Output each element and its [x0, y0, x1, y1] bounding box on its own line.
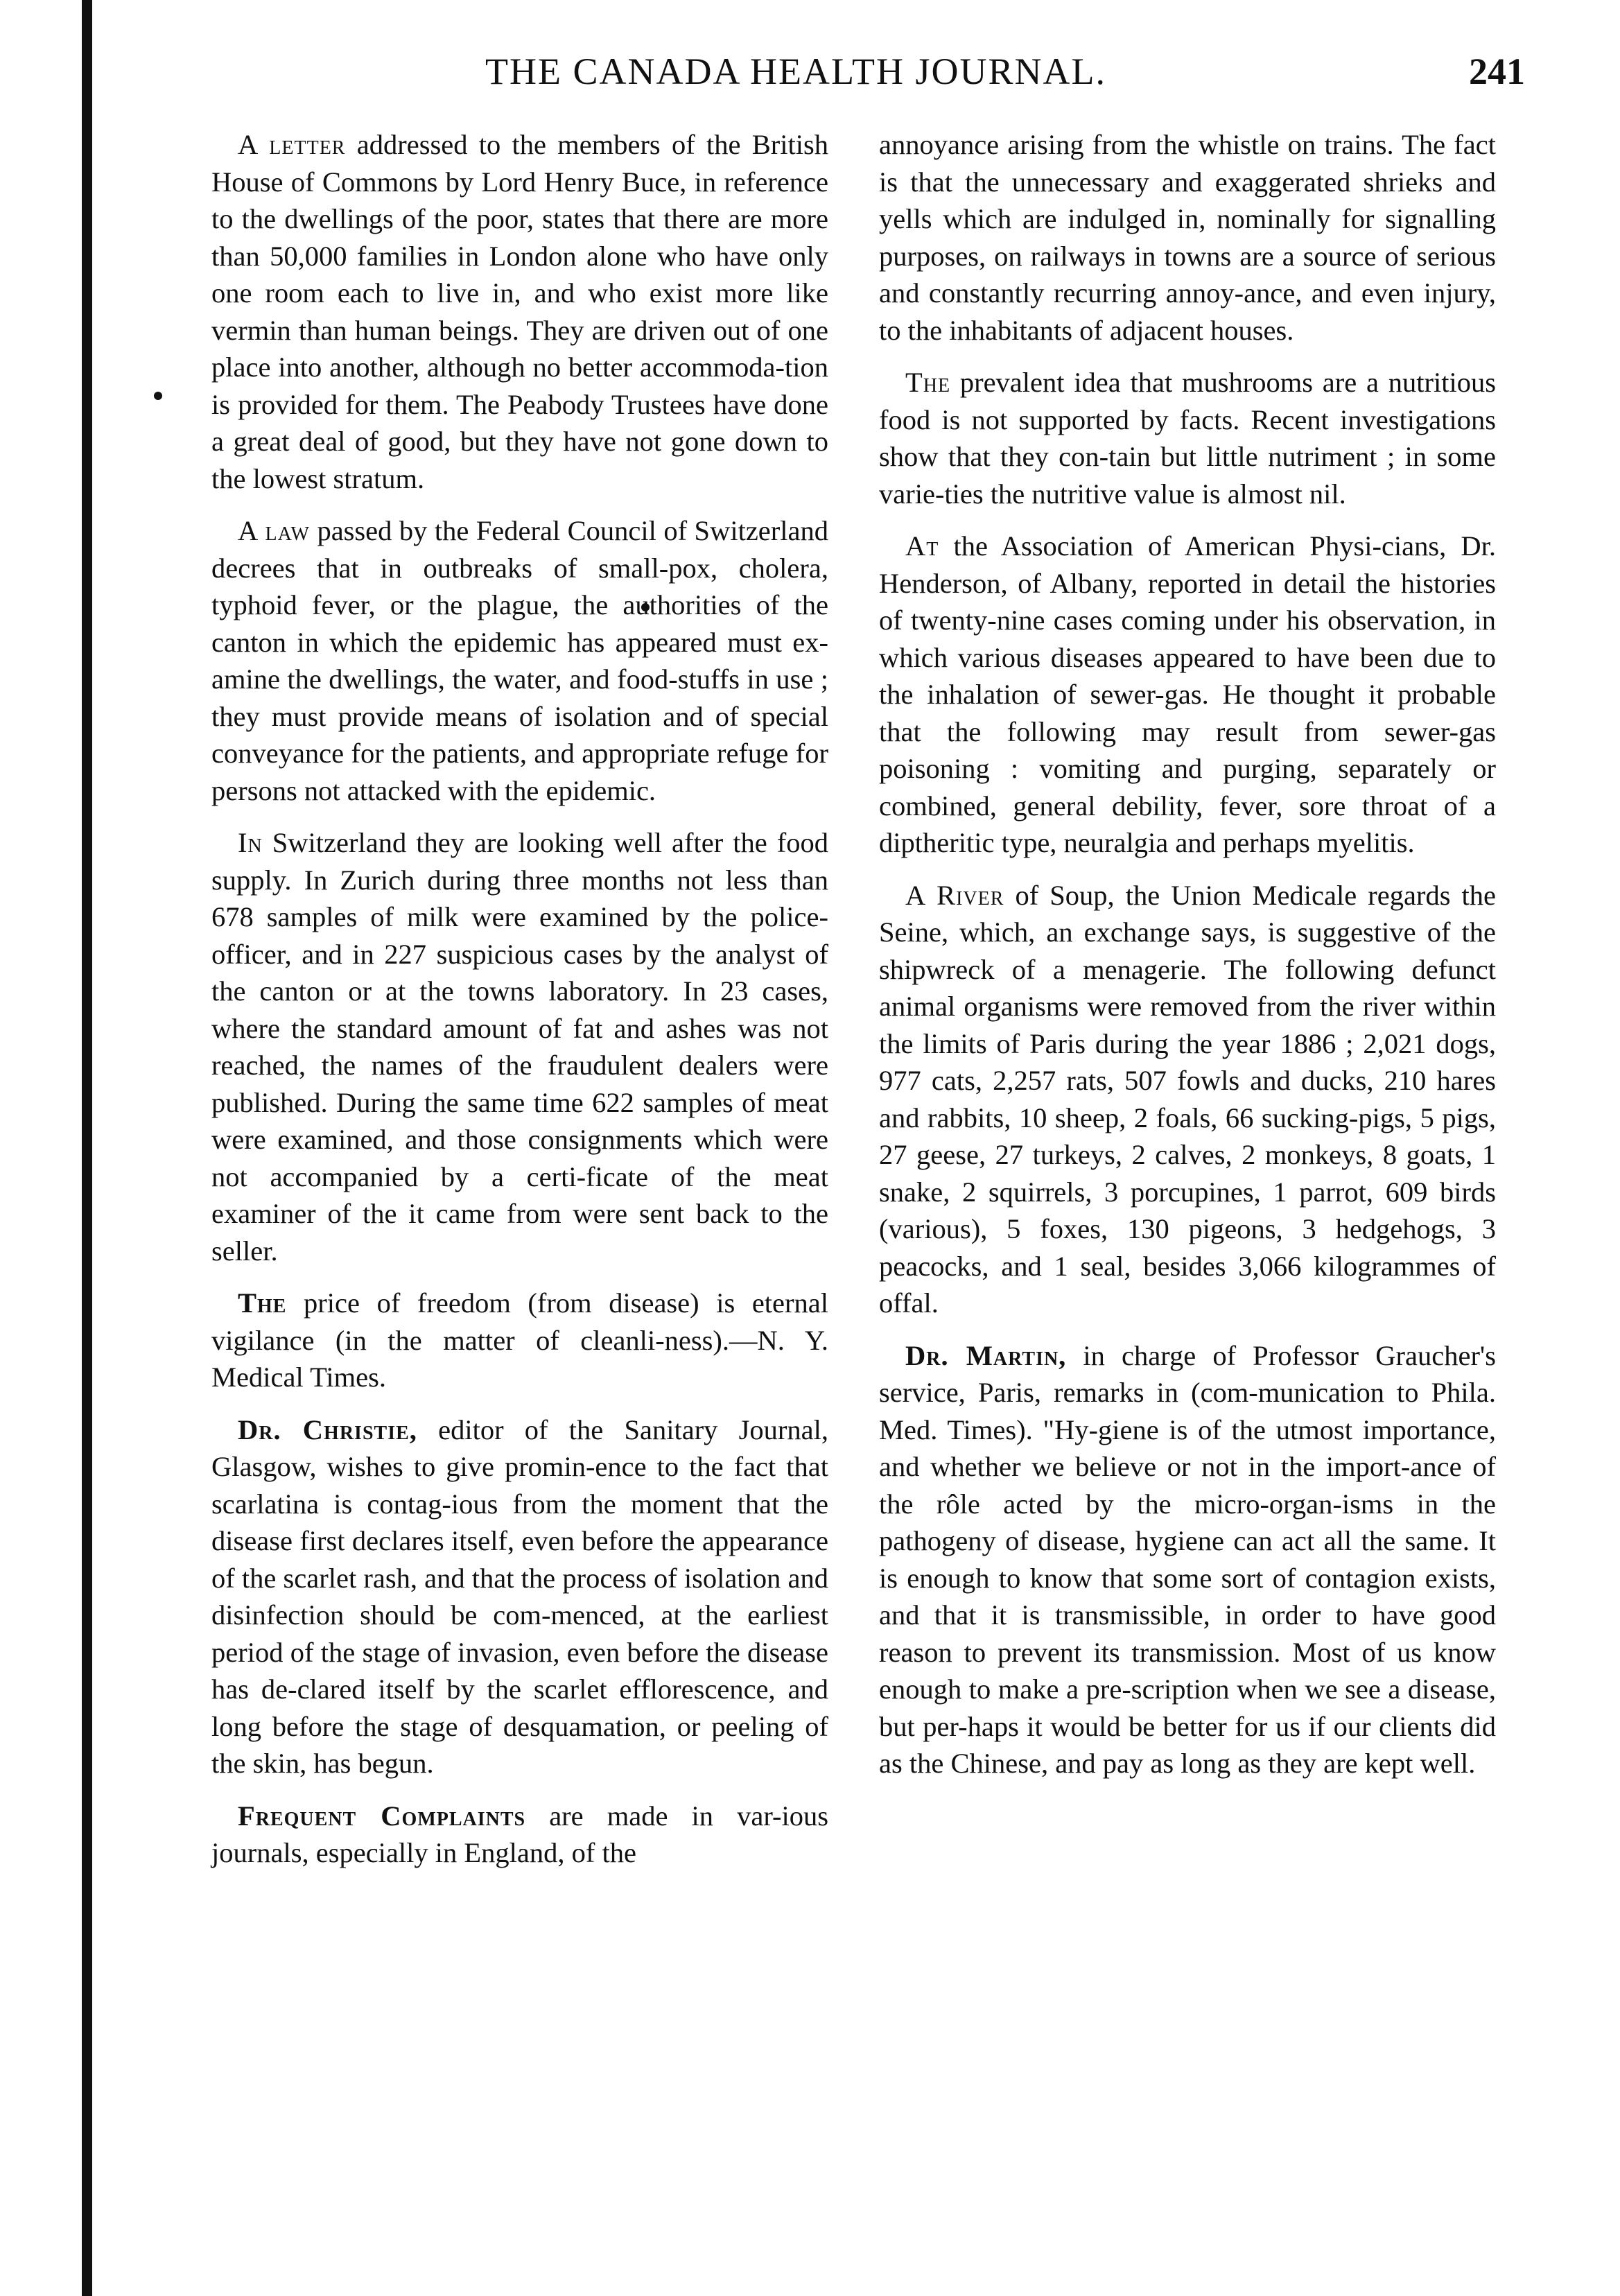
paragraph-text: annoyance arising from the whistle on trains. The fact is that the unnecessary and exaggerated shrieks and yells which are indulged in, nominally for signalling purposes, on railways in towns are a source of serious and constantly recurring annoy-ance, and even injury, to the inhabitants of adjacent houses.	[879, 129, 1496, 346]
paragraph-switzerland	[211, 824, 828, 1269]
paragraph-text: in charge of Professor Graucher's service, Paris, remarks in (com-munication to Phila. Med. Times). "Hy-giene is of the utmost importance, and whether we believe or not in the import-ance of the rôle acted by the micro-organ-isms in the pathogeny of disease, hygiene can act all the same. It is enough to know that some sort of contagion exists, and that it is transmissible, in order to have good reason to prevent its transmission. Most of us know enough to make a pre-scription when we see a disease, but per-haps it would be better for us if our clients did as the Chinese, and pay as long as they are kept well.	[879, 1339, 1496, 1779]
paragraph-text: of Soup, the Union Medicale regards the Seine, which, an exchange says, is suggestive of the shipwreck of a menagerie. The following defunct animal organisms were removed from the river within the limits of Paris during the year 1886 ; 2,021 dogs, 977 cats, 2,257 rats, 507 fowls and ducks, 210 hares and rabbits, 10 sheep, 2 foals, 66 sucking-pigs, 5 pigs, 27 geese, 27 turkeys, 2 calves, 2 monkeys, 8 goats, 1 snake, 2 squirrels, 3 porcupines, 1 parrot, 609 birds (various), 5 foxes, 130 pigeons, 3 hedgehogs, 3 peacocks, and 1 seal, besides 3,066 kilogrammes of offal.	[879, 879, 1496, 1319]
paragraph-lead: Frequent Complaints	[238, 1800, 526, 1832]
paragraph-lead: The	[238, 1287, 287, 1319]
paragraph-lead: A law	[238, 515, 310, 546]
right-column	[879, 126, 1496, 2268]
stray-dot-mark	[154, 392, 162, 400]
paragraph-lead: A River	[905, 879, 1004, 911]
paragraph-sewer-gas	[879, 528, 1496, 862]
page-header	[485, 50, 1525, 112]
paragraph-text: Switzerland they are looking well after the food supply. In Zurich during three months not less than 678 samples of milk were examined by the police-officer, and in 227 suspicious cases by the analyst of the canton or at the towns laboratory. In 23 cases, where the standard amount of fat and ashes was not reached, the names of the fraudulent dealers were published. During the same time 622 samples of meat were examined, and those consignments which were not accompanied by a certi-ficate of the meat examiner of the it came from were sent back to the seller.	[211, 827, 828, 1267]
paragraph-text: editor of the Sanitary Journal, Glasgow, wishes to give promin-ence to the fact that scarlatina is contag-ious from the moment that the disease first declares itself, even before the appearance of the scarlet rash, and that the process of isolation and disinfection should be com-menced, at the earliest period of the stage of invasion, even before the disease has de-clared itself by the scarlet efflorescence, and long before the stage of desquamation, or peeling of the skin, has begun.	[211, 1414, 828, 1779]
paragraph-freedom	[211, 1285, 828, 1396]
paragraph-text: passed by the Federal Council of Switzerland decrees that in outbreaks of small-pox, cholera, typhoid fever, or the plague, the authorities of the canton in which the epidemic has appeared must ex-amine the dwellings, the water, and food-stuffs in use ; they must provide means of isolation and of special conveyance for the patients, and appropriate refuge for persons not attacked with the epidemic.	[211, 515, 828, 806]
paragraph-lead: A letter	[238, 129, 346, 160]
paragraph-christie	[211, 1411, 828, 1782]
paragraph-lead: Dr. Christie,	[238, 1414, 417, 1445]
paragraph-letter	[211, 126, 828, 497]
paragraph-martin	[879, 1337, 1496, 1782]
left-column	[211, 126, 828, 2268]
paragraph-text: prevalent idea that mushrooms are a nutritious food is not supported by facts. Recent investigations show that they con-tain but little nutriment ; in some varie-ties the nutritive value is almost nil.	[879, 367, 1496, 510]
paragraph-lead: The	[905, 367, 951, 398]
paragraph-text: price of freedom (from disease) is eternal vigilance (in the matter of cleanli-ness).—N. Y. Medical Times.	[211, 1287, 828, 1393]
paragraph-lead: In	[238, 827, 263, 858]
paragraph-complaints	[211, 1798, 828, 1872]
paragraph-text: are made in var-ious journals, especially in England, of the	[211, 1800, 829, 1868]
paragraph-lead: At	[905, 530, 939, 562]
paragraph-mushrooms	[879, 364, 1496, 512]
paragraph-continued	[879, 126, 1496, 349]
paragraph-lead: Dr. Martin,	[905, 1339, 1067, 1371]
paragraph-river	[879, 877, 1496, 1322]
paragraph-text: addressed to the members of the British House of Commons by Lord Henry Buce, in reference to the dwellings of the poor, states that there are more than 50,000 families in London alone who have only one room each to live in, and who exist more like vermin than human beings. They are driven out of one place into another, although no better accommoda-tion is provided for them. The Peabody Trustees have done a great deal of good, but they have not gone down to the lowest stratum.	[211, 129, 828, 494]
paragraph-law	[211, 512, 828, 809]
page-number: 241	[1469, 51, 1525, 92]
scan-binding-edge	[82, 0, 92, 2296]
paragraph-text: the Association of American Physi-cians, Dr. Henderson, of Albany, reported in detail the histories of twenty-nine cases coming under his observation, in which various diseases appeared to have been due to the inhalation of sewer-gas. He thought it probable that the following may result from sewer-gas poisoning : vomiting and purging, separately or combined, general debility, fever, sore throat of a diptheritic type, neuralgia and perhaps myelitis.	[879, 530, 1496, 858]
running-title: THE CANADA HEALTH JOURNAL.	[485, 51, 1106, 92]
